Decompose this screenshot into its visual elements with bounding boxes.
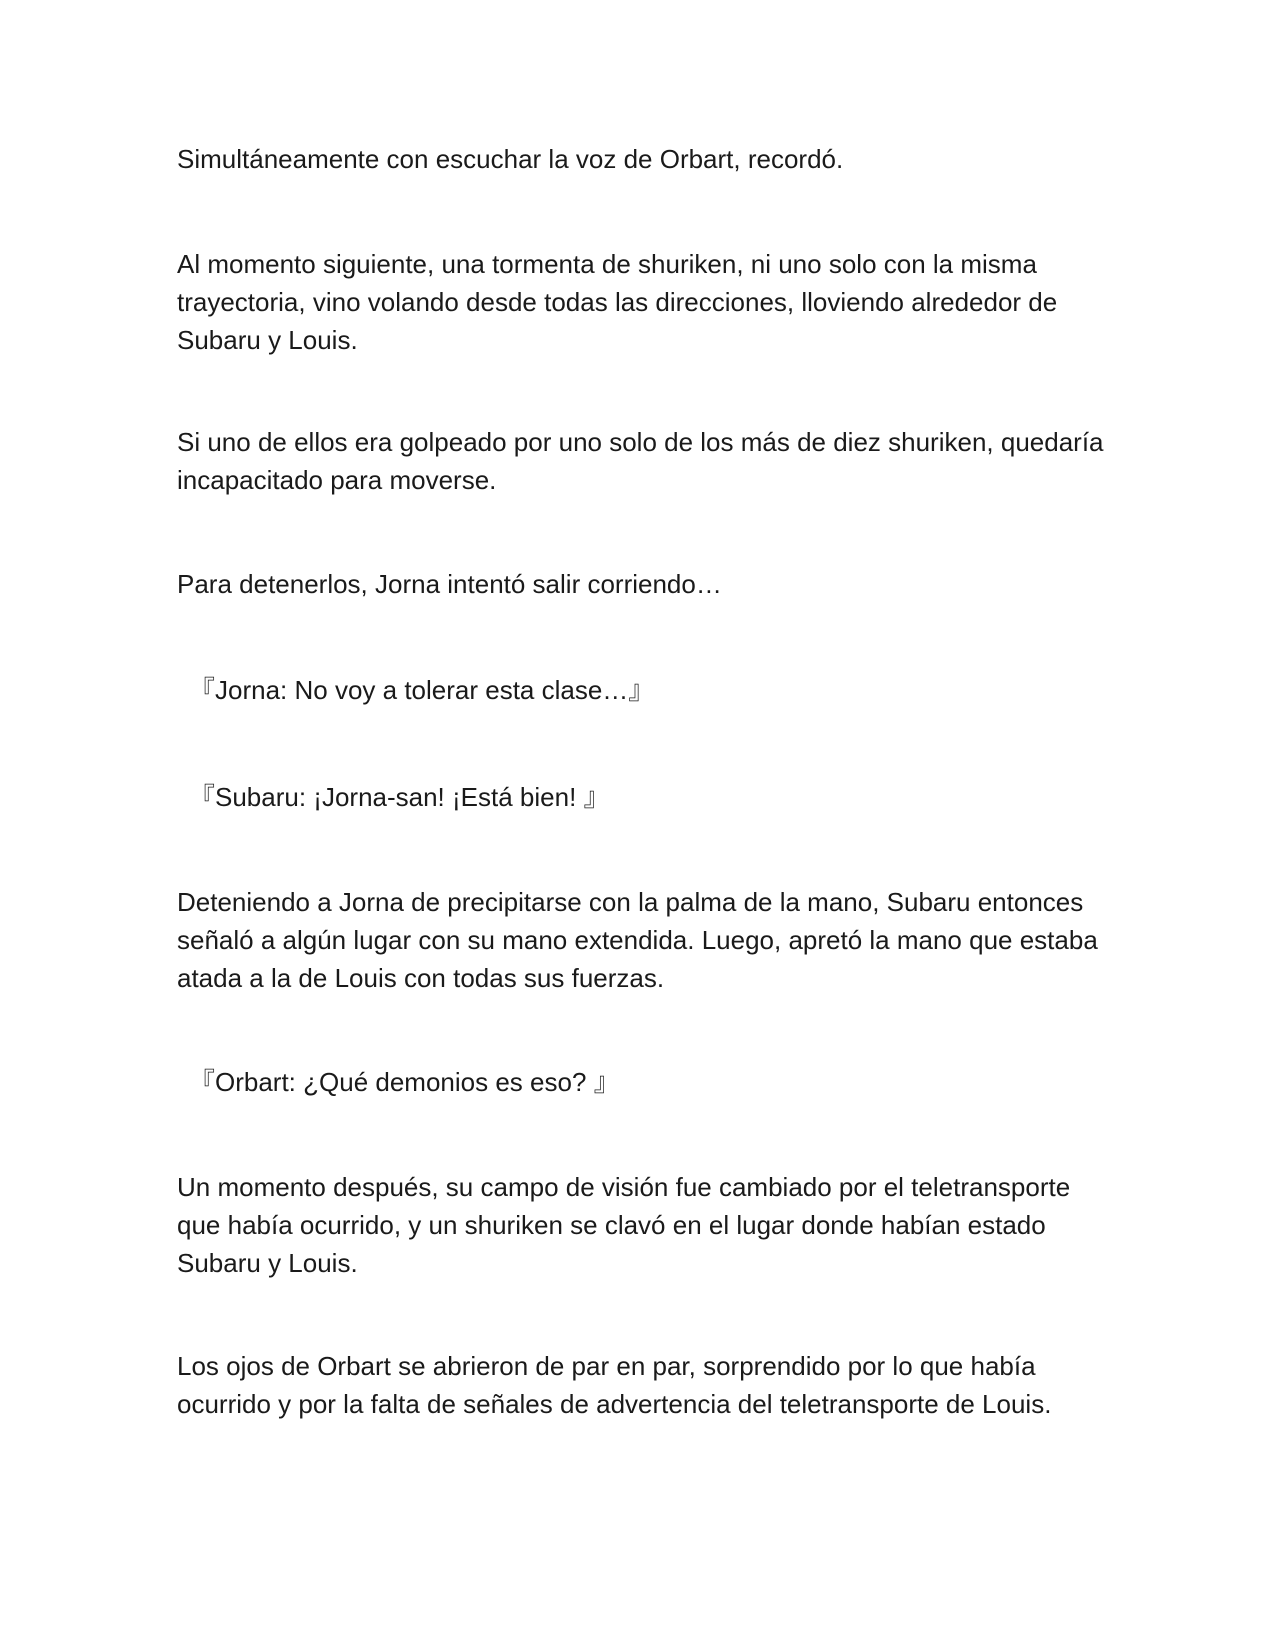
dialogue-jorna: 『Jorna: No voy a tolerar esta clase…』: [189, 675, 655, 705]
paragraph-tormenta-shuriken: Al momento siguiente, una tormenta de shuriken, ni uno solo con la misma trayectoria, vino volando desde todas las direcciones, lloviendo alrededor de Subaru y Louis.: [177, 249, 1058, 355]
paragraph-deteniendo-jorna: Deteniendo a Jorna de precipitarse con la palma de la mano, Subaru entonces señaló a algún lugar con su mano extendida. Luego, apretó la mano que estaba atada a la de Louis con todas sus fuerzas.: [177, 887, 1098, 993]
paragraph-teletransporte: Un momento después, su campo de visión fue cambiado por el teletransporte que había ocurrido, y un shuriken se clavó en el lugar donde habían estado Subaru y Louis.: [177, 1172, 1071, 1278]
paragraph-recuerdo: Simultáneamente con escuchar la voz de Orbart, recordó.: [177, 144, 844, 174]
paragraph-ojos-orbart: Los ojos de Orbart se abrieron de par en par, sorprendido por lo que había ocurrido y por la falta de señales de advertencia del teletransporte de Louis.: [177, 1351, 1052, 1419]
dialogue-subaru: 『Subaru: ¡Jorna-san! ¡Está bien! 』: [189, 782, 610, 812]
dialogue-orbart: 『Orbart: ¿Qué demonios es eso? 』: [189, 1067, 620, 1097]
paragraph-incapacitado: Si uno de ellos era golpeado por uno solo de los más de diez shuriken, quedaría incapacitado para moverse.: [177, 427, 1104, 495]
paragraph-jorna-corriendo: Para detenerlos, Jorna intentó salir corriendo…: [177, 569, 722, 599]
